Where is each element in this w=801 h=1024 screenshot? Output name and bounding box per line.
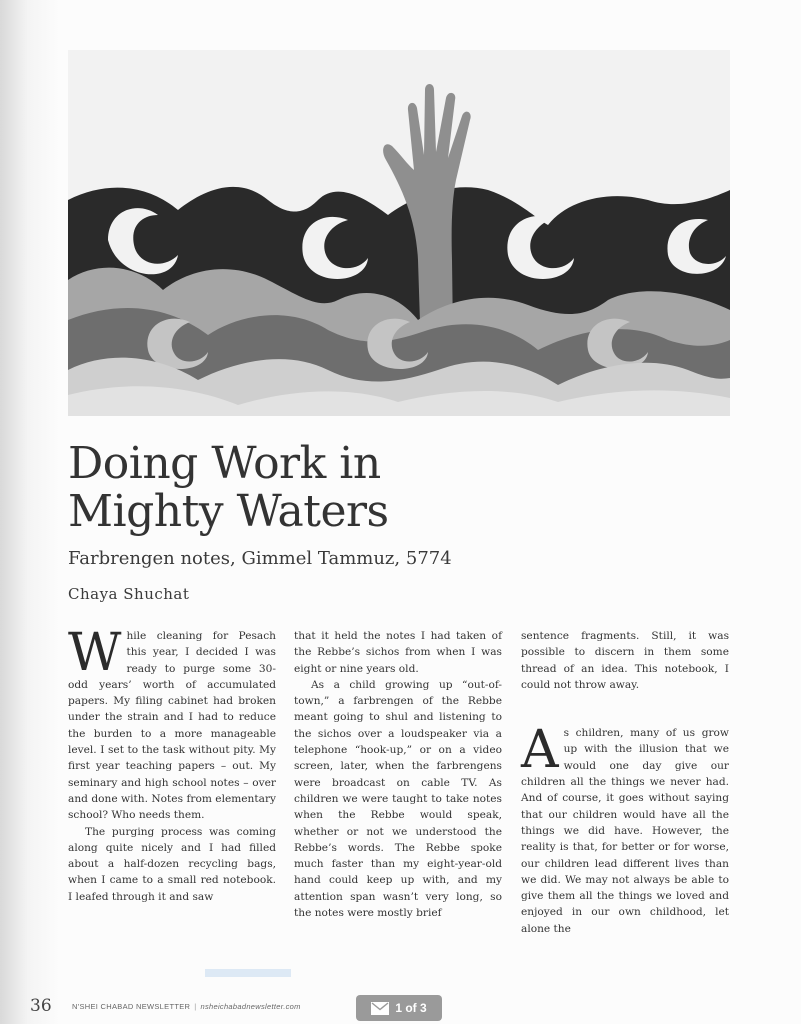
article-subtitle: Farbrengen notes, Gimmel Tammuz, 5774 [68,548,452,569]
article-title [68,440,668,536]
title-line-2: Mighty Waters [68,486,389,537]
footer-separator: | [194,1002,197,1011]
article-author: Chaya Shuchat [68,585,190,603]
paragraph [68,623,276,824]
page-indicator-button[interactable] [356,995,442,1021]
paragraph-text: s children, many of us grow up with the illusion that we would one day give our children all the things we never had. And of course, it goes without saying that our children would have all the things we did have. However, the reality is that, for better or for worse, our children lead different lives than we did. We may not always be able to give them all the things we loved and enjoyed in our own childhood, let alone the [521,727,729,935]
illustration-svg [68,50,730,416]
text-column-1 [68,623,276,905]
text-column-2 [294,628,502,921]
paragraph: The purging process was coming along quite nicely and I had filled about a half-dozen recycling bags, when I came to a small red notebook. I leafed through it and saw [68,825,276,903]
waves-hand-illustration [68,50,730,416]
paragraph-text: hile cleaning for Pesach this year, I decided I was ready to purge some 30-odd years’ worth of accumulated papers. My filing cabinet had broken under the strain and I had to reduce the burden to a more manageable level. I set to the task without pity. My first year teaching papers – out. My seminary and high school notes – over and done with. Notes from elementary school? Who needs them. [68,630,276,822]
mail-icon [371,1002,389,1015]
page-number: 36 [30,996,52,1016]
publication-url: nsheichabadnewsletter.com [200,1002,301,1011]
paragraph: As a child growing up “out-of-town,” a farbrengen of the Rebbe meant going to shul and listening to the sichos over a loudspeaker via a telephone “hook-up,” or on a video screen, later, when the farbrengens were broadcast on cable TV. As children we were taught to take notes when the Rebbe would speak, whether or not we understood the Rebbe’s words. The Rebbe spoke much faster than my eight-year-old hand could keep up with, and my attention span wasn’t very long, so the notes were mostly brief [294,678,502,920]
paragraph: sentence fragments. Still, it was possible to discern in them some thread of an idea. This notebook, I could not throw away. [521,630,729,691]
paragraph [521,720,729,937]
drop-cap: W [68,623,122,683]
publication-name: N'SHEI CHABAD NEWSLETTER [72,1002,191,1011]
paragraph: that it held the notes I had taken of the Rebbe’s sichos from when I was eight or nine years old. [294,630,502,675]
title-line-1: Doing Work in [68,438,381,489]
text-column-3 [521,628,729,937]
drop-cap: A [521,720,559,781]
footer-publication [72,1002,301,1011]
footer-highlight-bar [205,969,291,977]
page-indicator-label: 1 of 3 [395,1001,427,1015]
